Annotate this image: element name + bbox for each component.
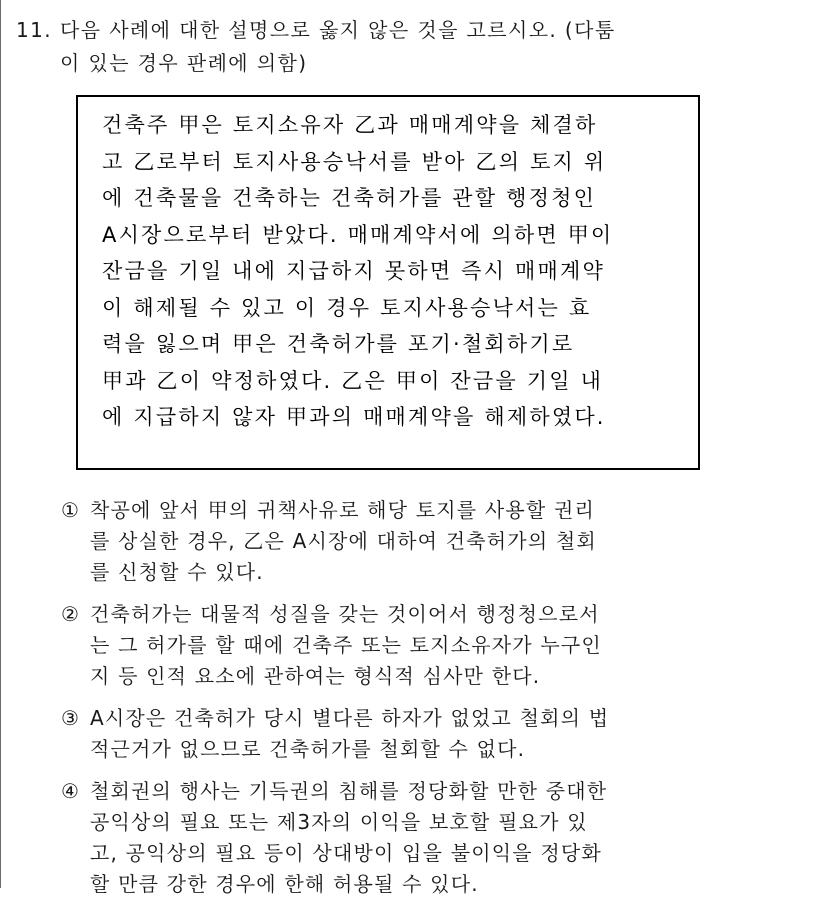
case-line: 甲과 乙이 약정하였다. 乙은 甲이 잔금을 기일 내 bbox=[102, 368, 604, 393]
case-line: 이 해제될 수 있고 이 경우 토지사용승낙서는 효 bbox=[102, 295, 592, 320]
option-line: 는 그 허가를 할 때에 건축주 또는 토지소유자가 누구인 bbox=[90, 633, 602, 657]
option-3[interactable] bbox=[58, 703, 818, 765]
option-4[interactable] bbox=[58, 776, 818, 900]
option-line: 를 상실한 경우, 乙은 A시장에 대하여 건축허가의 철회 bbox=[90, 529, 597, 553]
option-1[interactable] bbox=[58, 495, 818, 588]
case-box bbox=[76, 95, 700, 470]
question-number: 11. bbox=[16, 18, 53, 42]
option-line: 고, 공익상의 필요 등이 상대방이 입을 불이익을 정당화 bbox=[90, 841, 602, 865]
case-line: A시장으로부터 받았다. 매매계약서에 의하면 甲이 bbox=[102, 222, 614, 247]
option-line: 할 만큼 강한 경우에 한해 허용될 수 있다. bbox=[90, 872, 479, 896]
case-line: 에 지급하지 않자 甲과의 매매계약을 해제하였다. bbox=[102, 405, 606, 429]
option-marker: ① bbox=[61, 498, 79, 522]
case-line: 건축주 甲은 토지소유자 乙과 매매계약을 체결하 bbox=[102, 113, 598, 137]
option-line: 착공에 앞서 甲의 귀책사유로 해당 토지를 사용할 권리 bbox=[90, 498, 596, 522]
option-line: 철회권의 행사는 기득권의 침해를 정당화할 만한 중대한 bbox=[90, 779, 608, 803]
option-marker: ③ bbox=[61, 706, 79, 730]
option-marker: ② bbox=[61, 602, 79, 626]
page-left-border bbox=[0, 0, 1, 888]
case-line: 에 건축물을 건축하는 건축허가를 관할 행정청인 bbox=[102, 186, 597, 210]
option-line: 건축허가는 대물적 성질을 갖는 것이어서 행정청으로서 bbox=[90, 602, 600, 626]
option-2[interactable] bbox=[58, 599, 818, 692]
answer-options bbox=[58, 495, 818, 911]
option-line: 공익상의 필요 또는 제3자의 이익을 보호할 필요가 있 bbox=[90, 810, 588, 834]
question-line-1 bbox=[16, 14, 816, 47]
option-line: A시장은 건축허가 당시 별다른 하자가 없었고 철회의 법 bbox=[90, 706, 610, 730]
option-marker: ④ bbox=[61, 779, 79, 803]
case-line: 잔금을 기일 내에 지급하지 못하면 즉시 매매계약 bbox=[102, 259, 605, 283]
question-line-2: 이 있는 경우 판례에 의함) bbox=[60, 51, 308, 75]
case-line: 력을 잃으며 甲은 건축허가를 포기·철회하기로 bbox=[102, 332, 575, 356]
case-line: 고 乙로부터 토지사용승낙서를 받아 乙의 토지 위 bbox=[102, 149, 607, 174]
question-stem bbox=[16, 14, 816, 80]
option-line: 를 신청할 수 있다. bbox=[90, 560, 264, 584]
option-line: 지 등 인적 요소에 관하여는 형식적 심사만 한다. bbox=[90, 664, 541, 688]
option-line: 적근거가 없으므로 건축허가를 철회할 수 없다. bbox=[90, 737, 526, 761]
question-text-1: 다음 사례에 대한 설명으로 옳지 않은 것을 고르시오. (다툼 bbox=[60, 18, 616, 42]
